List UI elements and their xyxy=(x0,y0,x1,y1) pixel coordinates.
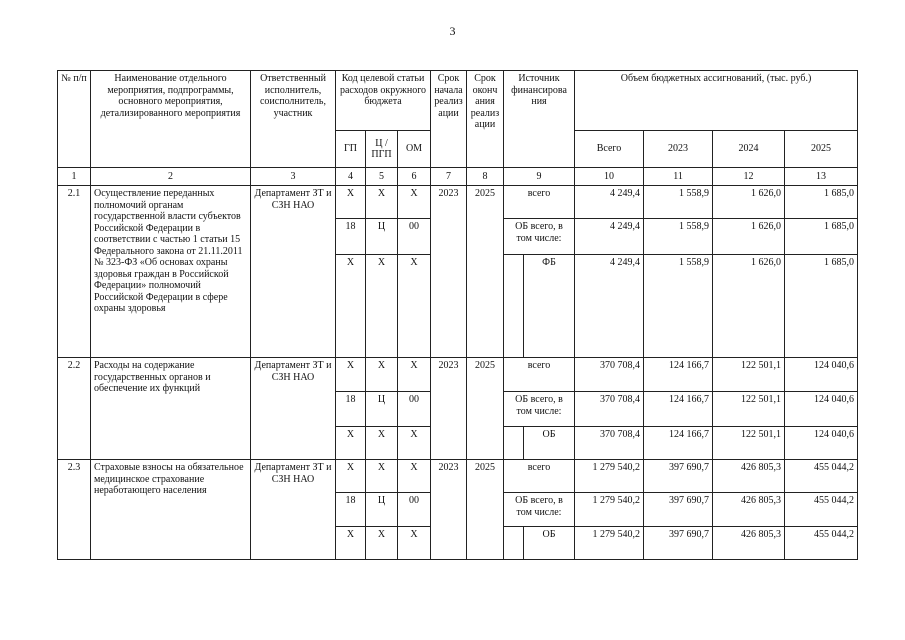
colnum-9: 9 xyxy=(504,168,575,186)
table-row xyxy=(58,460,858,493)
cell-gp: Х xyxy=(336,527,366,560)
colnum-12: 12 xyxy=(713,168,785,186)
cell-year-2: 426 805,3 xyxy=(713,460,785,493)
cell-total: 370 708,4 xyxy=(575,392,644,427)
row-name: Осуществление переданных полномочий органам государственной власти субъектов Российской Федерации в соответствии с частью 1 статьи 15 Федерального закона от 21.11.2011 № 323-ФЗ «Об основах охраны здоровья граждан в Российской Федерации» полномочий Российской Федерации в сфере охраны здоровья xyxy=(91,186,251,358)
colnum-6: 6 xyxy=(398,168,431,186)
cell-om: Х xyxy=(398,527,431,560)
cell-ts: Х xyxy=(366,358,398,392)
cell-gp: Х xyxy=(336,358,366,392)
cell-source: ОБ всего, в том числе: xyxy=(504,392,575,427)
cell-year-3: 124 040,6 xyxy=(785,427,858,460)
cell-year-3: 1 685,0 xyxy=(785,186,858,219)
header-code: Код целевой статьи расходов окружного бюджета xyxy=(336,71,431,131)
colnum-13: 13 xyxy=(785,168,858,186)
cell-ts: Х xyxy=(366,460,398,493)
cell-om: 00 xyxy=(398,219,431,255)
cell-year-2: 122 501,1 xyxy=(713,392,785,427)
cell-gp: 18 xyxy=(336,392,366,427)
header-total: Всего xyxy=(575,131,644,168)
cell-year-1: 124 166,7 xyxy=(644,358,713,392)
header-gp: ГП xyxy=(336,131,366,168)
cell-year-2: 122 501,1 xyxy=(713,427,785,460)
header-volume: Объем бюджетных ассигнований, (тыс. руб.) xyxy=(575,71,858,131)
header-source: Источник финансирова ния xyxy=(504,71,575,168)
cell-year-3: 455 044,2 xyxy=(785,460,858,493)
cell-gp: Х xyxy=(336,255,366,358)
cell-year-1: 1 558,9 xyxy=(644,186,713,219)
cell-om: 00 xyxy=(398,392,431,427)
cell-om: Х xyxy=(398,255,431,358)
cell-source: ОБ xyxy=(524,427,575,460)
cell-total: 4 249,4 xyxy=(575,219,644,255)
cell-year-3: 124 040,6 xyxy=(785,392,858,427)
header-row xyxy=(58,71,858,131)
row-end: 2025 xyxy=(467,186,504,358)
row-number: 2.1 xyxy=(58,186,91,358)
colnum-3: 3 xyxy=(251,168,336,186)
cell-year-2: 1 626,0 xyxy=(713,219,785,255)
cell-year-3: 1 685,0 xyxy=(785,255,858,358)
row-name: Расходы на содержание государственных органов и обеспечение их функций xyxy=(91,358,251,460)
colnum-2: 2 xyxy=(91,168,251,186)
cell-year-3: 124 040,6 xyxy=(785,358,858,392)
cell-year-2: 122 501,1 xyxy=(713,358,785,392)
cell-total: 4 249,4 xyxy=(575,255,644,358)
row-start: 2023 xyxy=(431,358,467,460)
table-row xyxy=(58,358,858,392)
cell-year-1: 397 690,7 xyxy=(644,460,713,493)
source-indent xyxy=(504,427,524,460)
cell-ts: Х xyxy=(366,427,398,460)
cell-year-1: 397 690,7 xyxy=(644,493,713,527)
cell-year-3: 455 044,2 xyxy=(785,493,858,527)
cell-source: всего xyxy=(504,186,575,219)
cell-source: ОБ всего, в том числе: xyxy=(504,493,575,527)
cell-total: 1 279 540,2 xyxy=(575,527,644,560)
header-end: Срок оконч ания реализ ации xyxy=(467,71,504,168)
page-number: 3 xyxy=(449,24,456,38)
cell-total: 370 708,4 xyxy=(575,427,644,460)
cell-ts: Х xyxy=(366,527,398,560)
row-end: 2025 xyxy=(467,358,504,460)
header-responsible: Ответственный исполнитель, соисполнитель, участник xyxy=(251,71,336,168)
cell-ts: Ц xyxy=(366,392,398,427)
cell-ts: Х xyxy=(366,186,398,219)
cell-om: Х xyxy=(398,358,431,392)
cell-gp: Х xyxy=(336,427,366,460)
cell-gp: 18 xyxy=(336,493,366,527)
cell-source: ОБ всего, в том числе: xyxy=(504,219,575,255)
cell-year-2: 426 805,3 xyxy=(713,493,785,527)
cell-om: Х xyxy=(398,427,431,460)
cell-om: Х xyxy=(398,460,431,493)
cell-ts: Х xyxy=(366,255,398,358)
cell-source: всего xyxy=(504,358,575,392)
source-indent xyxy=(504,527,524,560)
header-om: ОМ xyxy=(398,131,431,168)
colnum-11: 11 xyxy=(644,168,713,186)
cell-total: 4 249,4 xyxy=(575,186,644,219)
cell-total: 1 279 540,2 xyxy=(575,460,644,493)
cell-gp: Х xyxy=(336,460,366,493)
row-number: 2.3 xyxy=(58,460,91,560)
colnum-5: 5 xyxy=(366,168,398,186)
colnum-7: 7 xyxy=(431,168,467,186)
row-responsible: Департамент ЗТ и СЗН НАО xyxy=(251,460,336,560)
colnum-1: 1 xyxy=(58,168,91,186)
cell-year-2: 426 805,3 xyxy=(713,527,785,560)
cell-source: ОБ xyxy=(524,527,575,560)
row-end: 2025 xyxy=(467,460,504,560)
row-responsible: Департамент ЗТ и СЗН НАО xyxy=(251,186,336,358)
cell-year-2: 1 626,0 xyxy=(713,186,785,219)
cell-om: 00 xyxy=(398,493,431,527)
row-responsible: Департамент ЗТ и СЗН НАО xyxy=(251,358,336,460)
cell-ts: Ц xyxy=(366,493,398,527)
column-numbers-row xyxy=(58,168,858,186)
colnum-8: 8 xyxy=(467,168,504,186)
header-year-2: 2024 xyxy=(713,131,785,168)
cell-total: 370 708,4 xyxy=(575,358,644,392)
header-year-3: 2025 xyxy=(785,131,858,168)
cell-ts: Ц xyxy=(366,219,398,255)
header-num: № п/п xyxy=(58,71,91,168)
row-name: Страховые взносы на обязательное медицинское страхование неработающего населения xyxy=(91,460,251,560)
table-row xyxy=(58,186,858,219)
row-start: 2023 xyxy=(431,186,467,358)
row-number: 2.2 xyxy=(58,358,91,460)
cell-year-3: 455 044,2 xyxy=(785,527,858,560)
cell-source: всего xyxy=(504,460,575,493)
header-year-1: 2023 xyxy=(644,131,713,168)
source-indent xyxy=(504,255,524,358)
header-name: Наименование отдельного мероприятия, подпрограммы, основного мероприятия, детализированного мероприятия xyxy=(91,71,251,168)
cell-year-1: 124 166,7 xyxy=(644,427,713,460)
cell-year-1: 124 166,7 xyxy=(644,392,713,427)
cell-year-3: 1 685,0 xyxy=(785,219,858,255)
cell-year-1: 1 558,9 xyxy=(644,219,713,255)
cell-total: 1 279 540,2 xyxy=(575,493,644,527)
header-start: Срок начала реализ ации xyxy=(431,71,467,168)
cell-source: ФБ xyxy=(524,255,575,358)
cell-gp: Х xyxy=(336,186,366,219)
cell-year-1: 397 690,7 xyxy=(644,527,713,560)
row-start: 2023 xyxy=(431,460,467,560)
budget-table xyxy=(57,70,858,560)
colnum-10: 10 xyxy=(575,168,644,186)
header-ts: Ц / ПГП xyxy=(366,131,398,168)
colnum-4: 4 xyxy=(336,168,366,186)
cell-gp: 18 xyxy=(336,219,366,255)
cell-om: Х xyxy=(398,186,431,219)
cell-year-1: 1 558,9 xyxy=(644,255,713,358)
cell-year-2: 1 626,0 xyxy=(713,255,785,358)
